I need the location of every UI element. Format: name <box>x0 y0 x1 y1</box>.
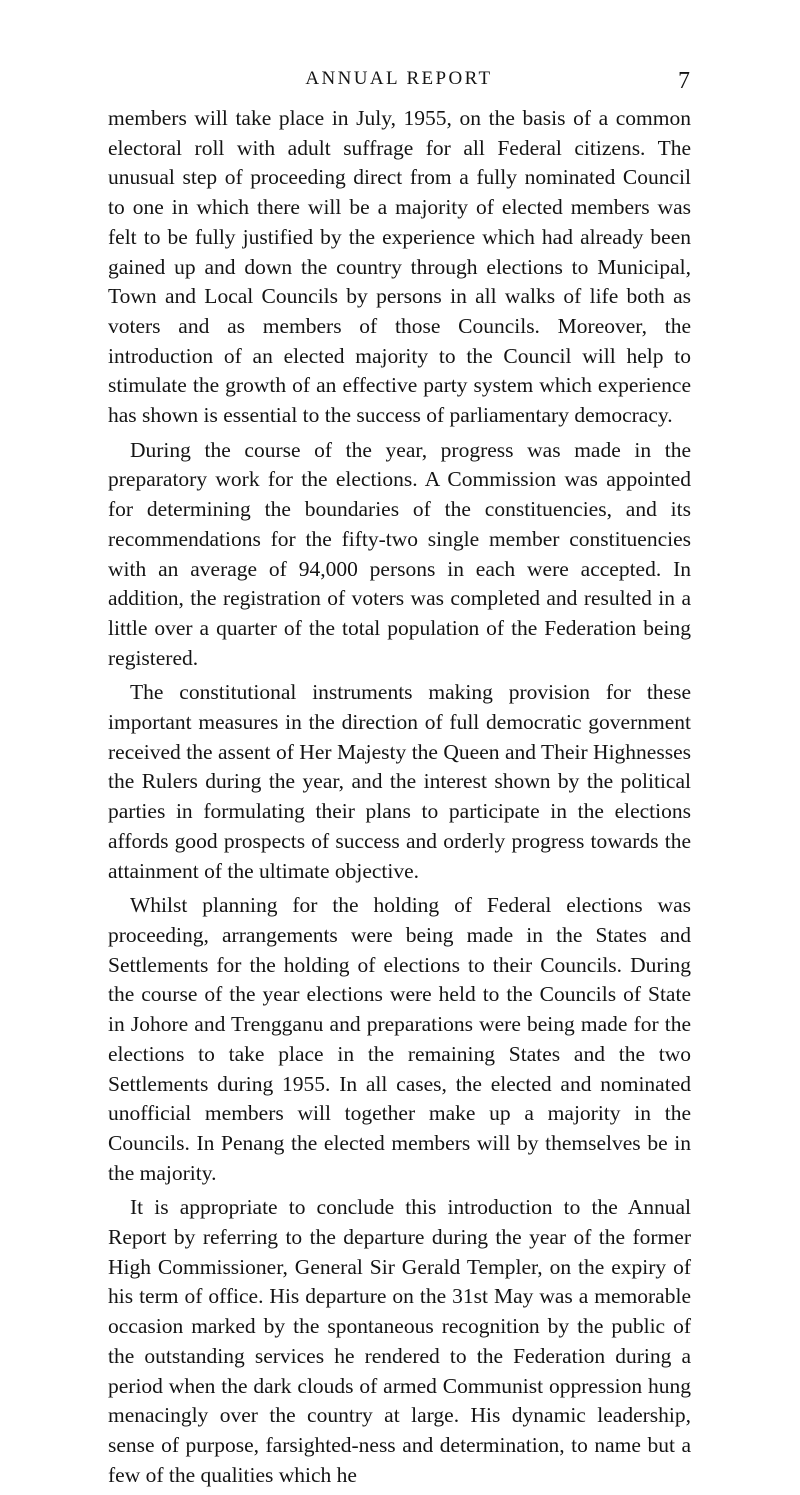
paragraph-2: During the course of the year, progress was made in the preparatory work for the elections. A Commission was appointed for determining the boundaries of the constituencies, and its recommendations for the fifty-two single member constituencies with an average of 94,000 persons in each were accepted. In addition, the registration of voters was completed and resulted in a little over a quarter of the total population of the Federation being registered. <box>108 437 691 670</box>
running-title: ANNUAL REPORT <box>305 68 493 89</box>
paragraph-5: It is appropriate to conclude this introduction to the Annual Report by referring to the departure during the year of the former High Commissioner, General Sir Gerald Templer, on the expiry of his term of office. His departure on the 31st May was a memorable occasion marked by the spontaneous recognition by the public of the outstanding services he rendered to the Federation during a period when the dark clouds of armed Communist oppression hung menacingly over the country at large. His dynamic leadership, sense of purpose, farsighted-ness and determination, to name but a few of the qualities which he <box>108 1195 691 1487</box>
paragraph-4: Whilst planning for the holding of Federal elections was proceeding, arrangements were being made in the States and Settlements for the holding of elections to their Councils. During the course of the year elections were held to the Councils of State in Johore and Trengganu and preparations were being made for the elections to take place in the remaining States and the two Settlements during 1955. In all cases, the elected and nominated unofficial members will together make up a majority in the Councils. In Penang the elected members will by themselves be in the majority. <box>108 893 691 1185</box>
body-text <box>108 104 691 1495</box>
running-header <box>108 62 690 96</box>
page-number: 7 <box>678 68 690 94</box>
paragraph-3: The constitutional instruments making provision for these important measures in the direction of full democratic government received the assent of Her Majesty the Queen and Their Highnesses the Rulers during the year, and the interest shown by the political parties in formulating their plans to participate in the elections affords good prospects of success and orderly progress towards the attainment of the ultimate objective. <box>108 680 691 883</box>
paragraph-1: members will take place in July, 1955, on the basis of a common electoral roll with adult suffrage for all Federal citizens. The unusual step of proceeding direct from a fully nominated Council to one in which there will be a majority of elected members was felt to be fully justified by the experience which had already been gained up and down the country through elections to Municipal, Town and Local Councils by persons in all walks of life both as voters and as members of those Councils. Moreover, the introduction of an elected majority to the Council will help to stimulate the growth of an effective party system which experience has shown is essential to the success of parliamentary democracy. <box>108 106 691 428</box>
